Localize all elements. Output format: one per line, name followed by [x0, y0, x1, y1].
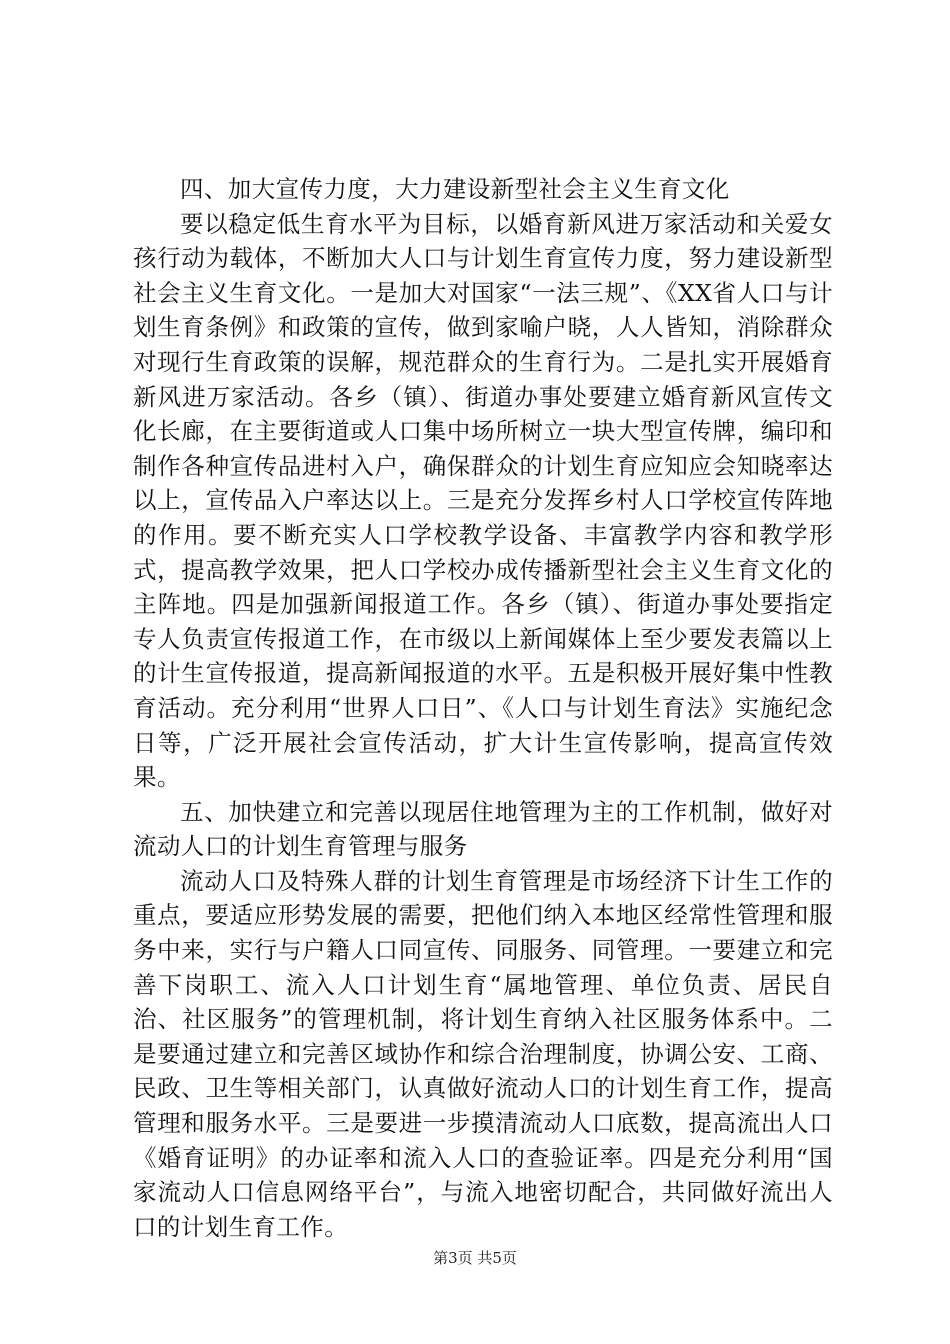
section-heading-4: 四、加大宣传力度，大力建设新型社会主义生育文化 — [180, 175, 730, 203]
section-paragraph-4: 要以稳定低生育水平为目标，以婚育新风进万家活动和关爱女孩行动为载体，不断加大人口与计划生育宣传力度，努力建设新型社会主义生育文化。一是加大对国家“一法三规”、《XX省人口与计划生育条例》和政策的宣传，做到家喻户晓，人人皆知，消除群众对现行生育政策的误解，规范群众的生育行为。二是扎实开展婚育新风进万家活动。各乡（镇）、街道办事处要建立婚育新风宣传文化长廊，在主要街道或人口集中场所树立一块大型宣传牌，编印和制作各种宣传品进村入户，确保群众的计划生育应知应会知晓率达以上，宣传品入户率达以上。三是充分发挥乡村人口学校宣传阵地的作用。要不断充实人口学校教学设备、丰富教学内容和教学形式，提高教学效果，把人口学校办成传播新型社会主义生育文化的主阵地。四是加强新闻报道工作。各乡（镇）、街道办事处要指定专人负责宣传报道工作，在市级以上新闻媒体上至少要发表篇以上的计生宣传报道，提高新闻报道的水平。五是积极开展好集中性教育活动。充分利用“世界人口日”、《人口与计划生育法》实施纪念日等，广泛开展社会宣传活动，扩大计生宣传影响，提高宣传效果。 — [133, 209, 833, 792]
section-paragraph-5: 流动人口及特殊人群的计划生育管理是市场经济下计生工作的重点，要适应形势发展的需要，把他们纳入本地区经常性管理和服务中来，实行与户籍人口同宣传、同服务、同管理。一要建立和完善下岗职工、流入人口计划生育“属地管理、单位负责、居民自治、社区服务”的管理机制，将计划生育纳入社区服务体系中。二是要通过建立和完善区域协作和综合治理制度，协调公安、工商、民政、卫生等相关部门，认真做好流动人口的计划生育工作，提高管理和服务水平。三是要进一步摸清流动人口底数，提高流出人口《婚育证明》的办证率和流入人口的查验证率。四是充分利用“国家流动人口信息网络平台”，与流入地密切配合，共同做好流出人口的计划生育工作。 — [133, 866, 833, 1241]
section-heading-5: 五、加快建立和完善以现居住地管理为主的工作机制，做好对流动人口的计划生育管理与服务 — [133, 797, 833, 861]
document-body — [133, 172, 833, 1244]
page-number: 第3页 共5页 — [433, 1249, 517, 1267]
